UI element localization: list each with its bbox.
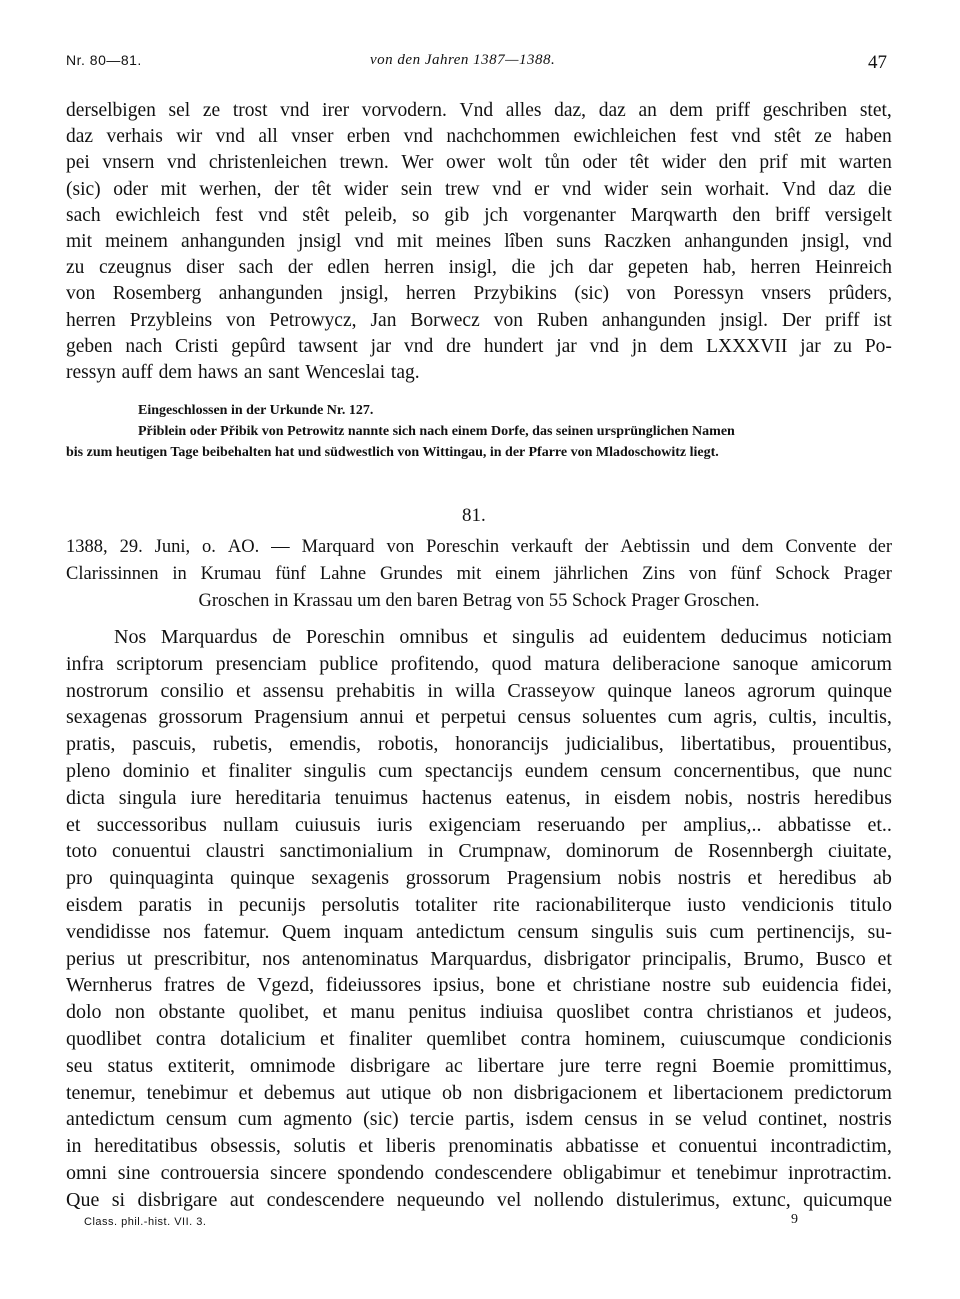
document-number: 81. (462, 505, 486, 526)
regest-line: 1388, 29. Juni, o. AO. — Marquard von Poreschin verkauft der Aebtissin und dem Convente der (66, 537, 892, 557)
text-line: quodlibet contra dotalicium et finaliter quemlibet contra hominem, cuiuscumque condicionis (66, 1027, 892, 1050)
regest-line: Clarissinnen in Krumau fünf Lahne Grundes mit einem jährlichen Zins von fünf Schock Prager (66, 564, 892, 584)
document-80-text (66, 98, 892, 386)
text-line: dolo non obstante quolibet, et manu penitus indiuisa quoslibet contra christianos et judeos, (66, 1001, 892, 1024)
text-line: et successoribus nullam cuiusuis iuris exigenciam reseruando per amplius,.. abbatisse et.. (66, 813, 892, 836)
text-line: dicta singula iure hereditaria tenuimus hactenus eatenus, in eisdem nobis, nostris heredibus (66, 786, 892, 809)
text-line: Nos Marquardus de Poreschin omnibus et singulis ad euidentem deducimus noticiam (114, 626, 892, 648)
text-line: daz verhais wir vnd all vnser erben vnd nachchommen ewichleichen fest vnd stêt ze haben (66, 126, 892, 148)
text-line: tenemur, tenebimur et debemus aut utique ob non disbrigacionem et libertacionem predictorum (66, 1081, 892, 1104)
text-line: Que si disbrigare aut condescendere nequeundo vel nollendo distulerimus, extunc, quicumque (66, 1188, 892, 1211)
text-line: sach ewichleich fest vnd stêt peleib, so gib jch vorgenanter Marqwarth den briff versigelt (66, 204, 892, 226)
text-line: vendidisse nos fatemur. Quem inquam antedictum censum singulis suis cum pertinencijs, su- (66, 920, 892, 943)
text-line: (sic) oder mit werhen, der têt wider sein trew vnd er vnd wider sein worhait. Vnd daz die (66, 178, 892, 200)
text-line: von Rosemberg anhangunden jnsigl, herren Przybikins (sic) von Poressyn vnsers prûders, (66, 283, 892, 305)
text-line: pleno dominio et finaliter singulis cum spectancijs eundem censum concernentibus, que nunc (66, 759, 892, 782)
text-line: eisdem paratis in pecunijs persolutis totaliter rite racionabiliterque iusto vendicionis titulo (66, 893, 892, 916)
text-line: pei vnsern vnd christenleichen trewn. Wer ower wolt tůn oder têt wider den prif mit warten (66, 152, 892, 174)
text-line: zu czeugnus diser sach der edlen herren insigl, die jch dar gepeten hab, herren Heinreich (66, 257, 892, 279)
text-line: mit meinem anhangunden jnsigl vnd mit meines lîben suns Raczken anhangunden jnsigl, vnd (66, 230, 892, 252)
text-line: geben nach Cristi gepûrd tawsent jar vnd dre hundert jar vnd jn dem LXXXVII jar zu Po- (66, 335, 892, 357)
text-line: pro quinquaginta quinque sexagenis grossorum Pragensium nobis nostris et heredibus ab (66, 867, 892, 890)
source-note: Eingeschlossen in der Urkunde Nr. 127. (138, 403, 374, 418)
text-line: perius ut prescribitur, nos antenominatus Marquardus, disbrigator principalis, Brumo, Busco et (66, 947, 892, 970)
commentary-note-line-1: Přiblein oder Přibik von Petrowitz nannte sich nach einem Dorfe, das seinen ursprünglichen Namen (138, 424, 735, 439)
page-number: 47 (868, 52, 887, 73)
text-line: ressyn auff dem haws an sant Wenceslai tag. (66, 361, 420, 383)
regest (66, 534, 892, 615)
text-line: in hereditatibus obsessis, solutis et liberis prenominatis abbatisse et conuentui incontradictim, (66, 1135, 892, 1158)
regest-line: Groschen in Krassau um den baren Betrag von 55 Schock Prager Groschen. (198, 591, 760, 611)
running-header-title: von den Jahren 1387—1388. (370, 52, 556, 68)
commentary-note-line-2: bis zum heutigen Tage beibehalten hat und südwestlich von Wittingau, in der Pfarre von Mladoschowitz liegt. (66, 445, 719, 460)
text-line: sexagenas grossorum Pragensium annui et perpetui census soluentes cum agris, cultis, incultis, (66, 706, 892, 729)
document-81-text (66, 624, 892, 1214)
running-header-left: Nr. 80—81. (66, 52, 142, 68)
text-line: Wernherus fratres de Vgezd, fideiussores ipsius, bone et christiane nostre sub euidencia fidei, (66, 974, 892, 997)
text-line: antedictum censum cum agmento (sic) tercie partis, isdem census in se velud continet, nostris (66, 1108, 892, 1131)
footer-signature-mark: 9 (791, 1212, 798, 1227)
text-line: seu status extiterit, omnimode disbrigare ac libertare jure terre regni Boemie promittimus, (66, 1054, 892, 1077)
footer-signature-label: Class. phil.-hist. VII. 3. (84, 1216, 207, 1228)
text-line: derselbigen sel ze trost vnd irer vorvodern. Vnd alles daz, daz an dem priff geschriben stet, (66, 100, 892, 121)
text-line: toto conuentui claustri sanctimonialium in Crumpnaw, dominorum de Rosennbergh ciuitate, (66, 840, 892, 863)
text-line: infra scriptorum presenciam publice profitendo, quod matura deliberacione sanoque amicorum (66, 652, 892, 675)
text-line: pratis, pascuis, rubetis, emendis, robotis, honorancijs judicialibus, libertatibus, prouentibus, (66, 733, 892, 756)
text-line: omni sine controuersia sincere spondendo condescendere obligabimur et tenebimur inprotractim. (66, 1161, 892, 1184)
text-line: nostrorum consilio et assensu prehabitis in willa Crasseyow quinque laneos agrorum quinque (66, 679, 892, 702)
text-line: herren Przybleins von Petrowycz, Jan Borwecz von Ruben anhangunden jnsigl. Der priff ist (66, 309, 892, 331)
